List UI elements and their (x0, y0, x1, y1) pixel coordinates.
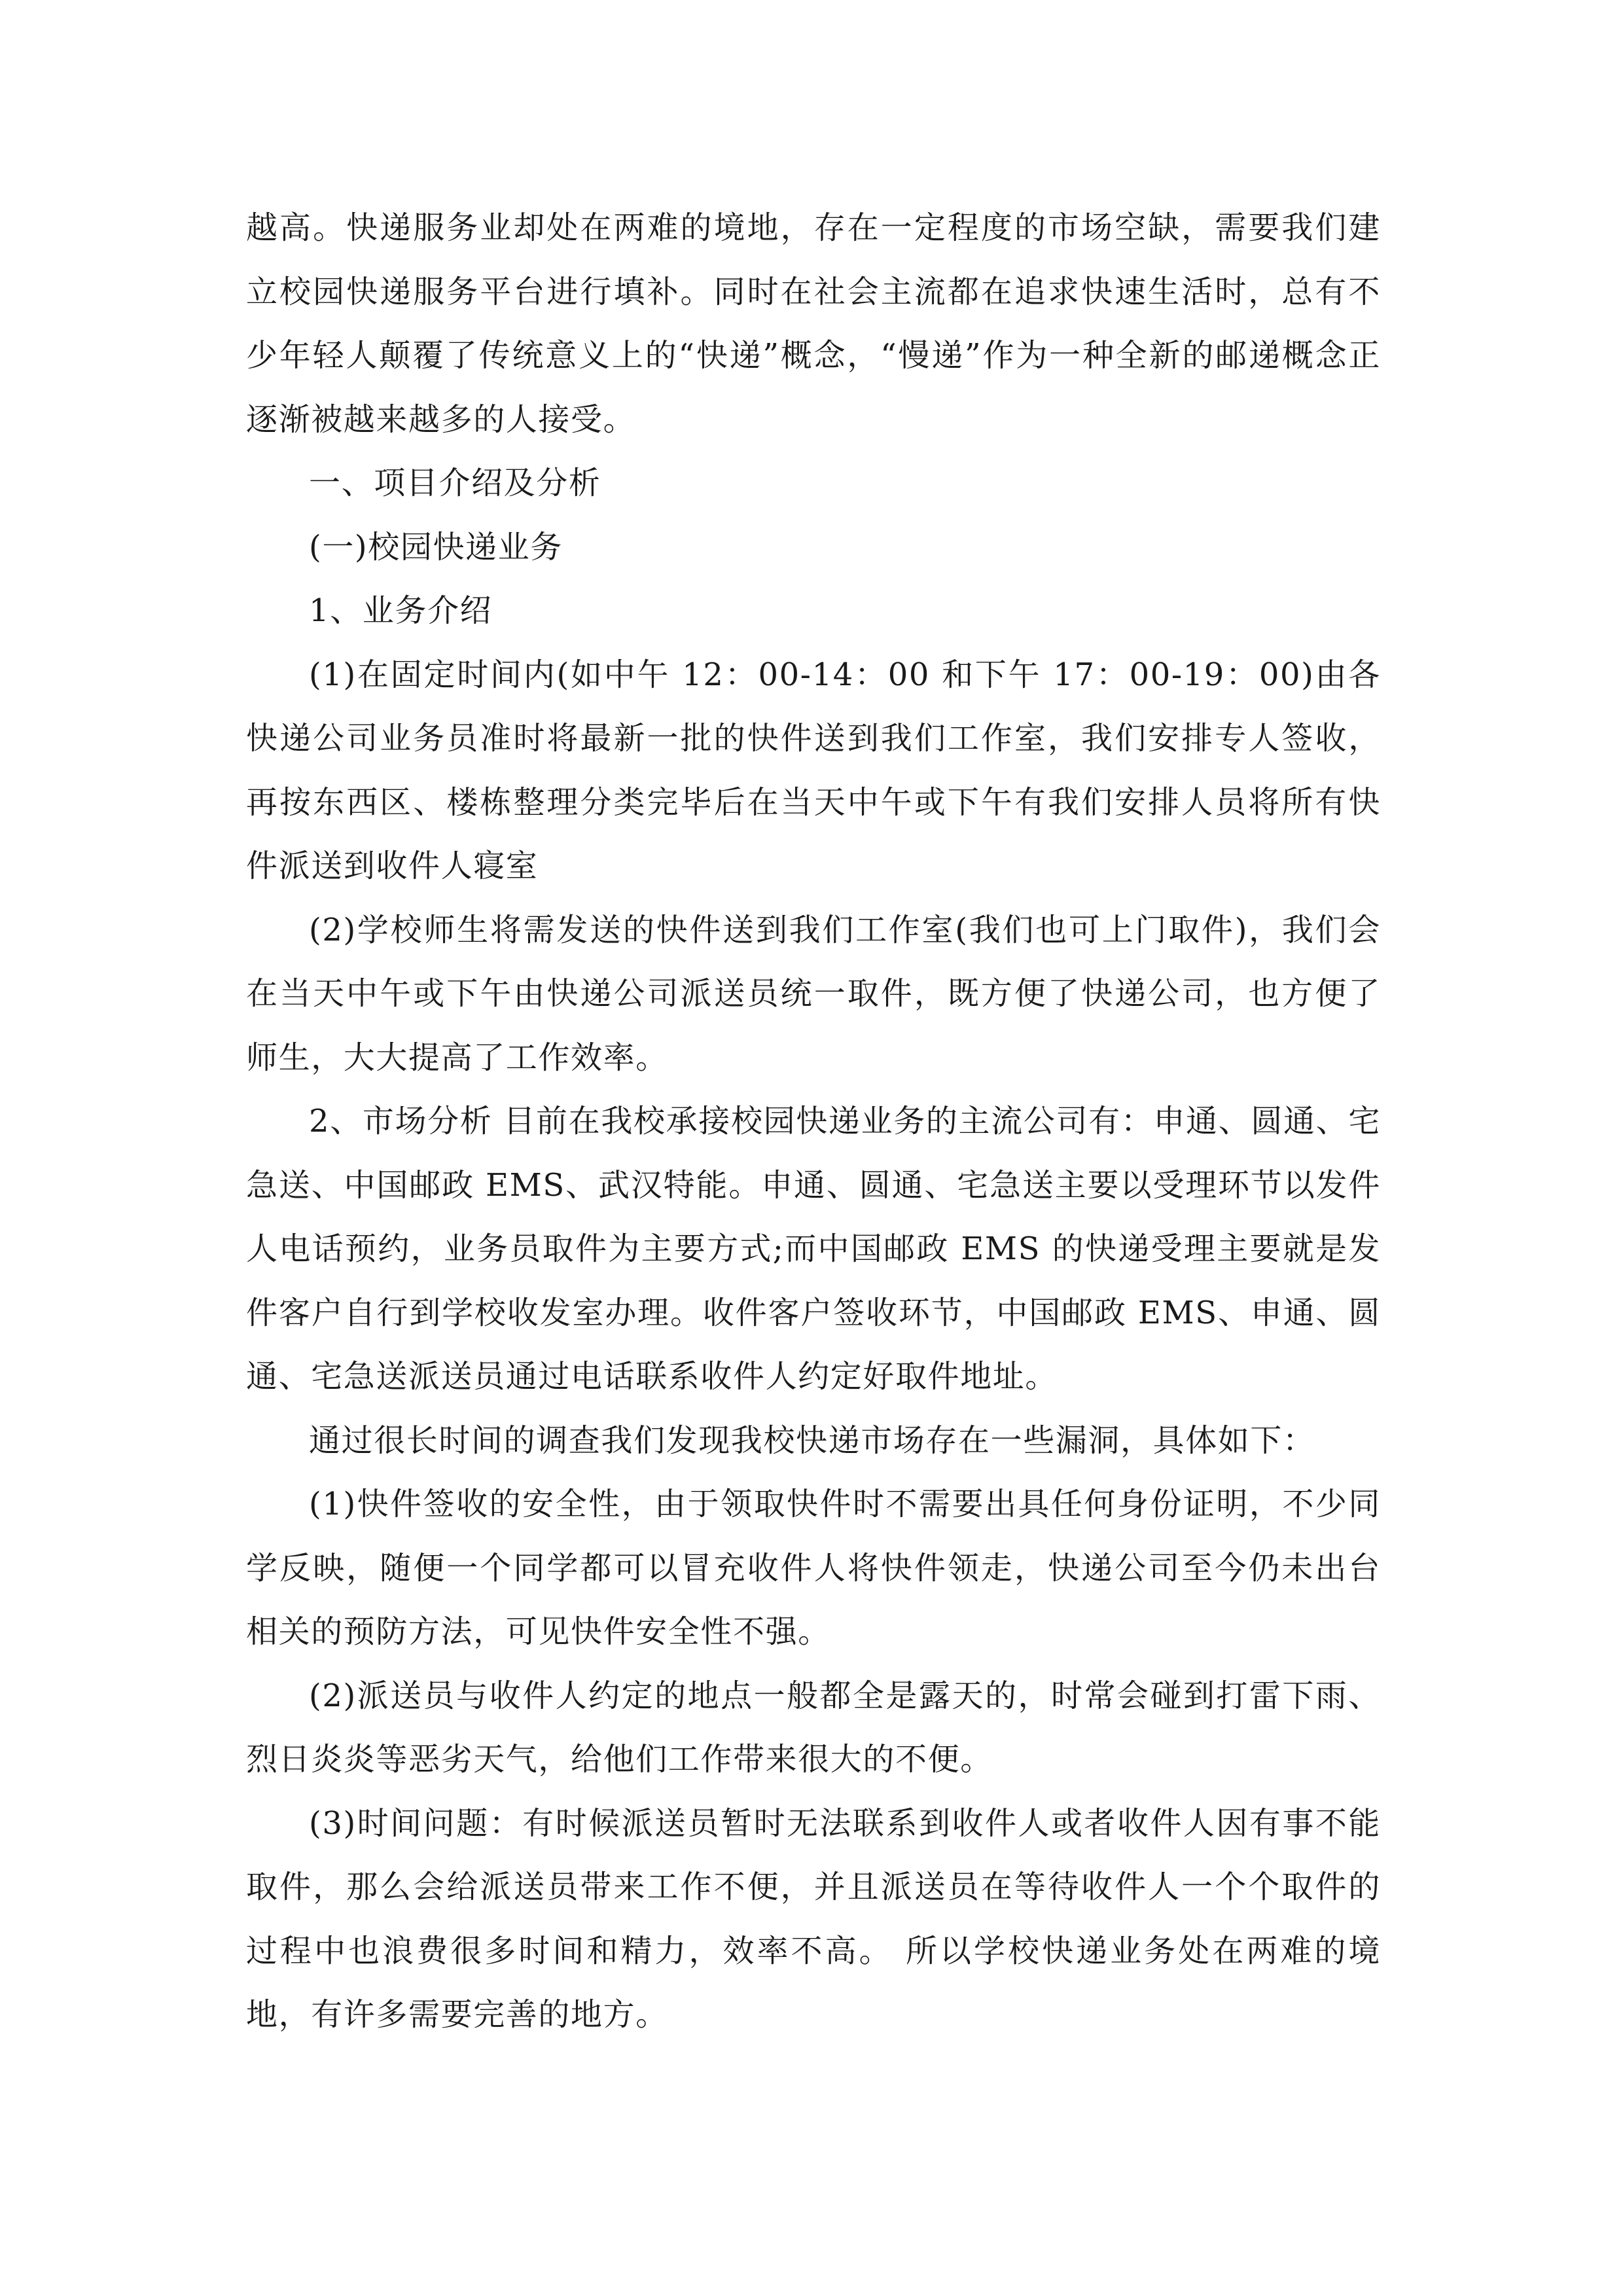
paragraph-business-2: (2)学校师生将需发送的快件送到我们工作室(我们也可上门取件)，我们会在当天中午或下午由快递公司派送员统一取件，既方便了快递公司，也方便了师生，大大提高了工作效率。 (246, 911, 1381, 1076)
paragraph-issue-location: (2)派送员与收件人约定的地点一般都全是露天的，时常会碰到打雷下雨、烈日炎炎等恶劣天气，给他们工作带来很大的不便。 (246, 1677, 1381, 1778)
section-heading-project-intro: 一、项目介绍及分析 (309, 465, 601, 501)
document-body (246, 196, 1381, 2047)
paragraph-issue-security: (1)快件签收的安全性，由于领取快件时不需要出具任何身份证明，不少同学反映，随便一个同学都可以冒充收件人将快件领走，快递公司至今仍未出台相关的预防方法，可见快件安全性不强。 (246, 1486, 1381, 1650)
paragraph-business-1: (1)在固定时间内(如中午 12：00-14：00 和下午 17：00-19：00)由各快递公司业务员准时将最新一批的快件送到我们工作室，我们安排专人签收，再按东西区、楼栋整理分类完毕后在当天中午或下午有我们安排人员将所有快件派送到收件人寝室 (246, 656, 1381, 884)
paragraph-survey-findings: 通过很长时间的调查我们发现我校快递市场存在一些漏洞，具体如下： (309, 1422, 1315, 1459)
paragraph-intro: 越高。快递服务业却处在两难的境地，存在一定程度的市场空缺，需要我们建立校园快递服务平台进行填补。同时在社会主流都在追求快速生活时，总有不少年轻人颠覆了传统意义上的“快递”概念，“慢递”作为一种全新的邮递概念正逐渐被越来越多的人接受。 (246, 209, 1381, 438)
subsection-heading-campus-express: (一)校园快递业务 (309, 528, 563, 565)
item-heading-business-intro: 1、业务介绍 (309, 592, 493, 629)
paragraph-market-analysis: 2、市场分析 目前在我校承接校园快递业务的主流公司有：申通、圆通、宅急送、中国邮政 EMS、武汉特能。申通、圆通、宅急送主要以受理环节以发件人电话预约，业务员取件为主要方式;而中国邮政 EMS 的快递受理主要就是发件客户自行到学校收发室办理。收件客户签收环节，中国邮政 EMS、申通、圆通、宅急送派送员通过电话联系收件人约定好取件地址。 (246, 1103, 1381, 1395)
paragraph-issue-time: (3)时间问题：有时候派送员暂时无法联系到收件人或者收件人因有事不能取件，那么会给派送员带来工作不便，并且派送员在等待收件人一个个取件的过程中也浪费很多时间和精力，效率不高。 所以学校快递业务处在两难的境地，有许多需要完善的地方。 (246, 1804, 1381, 2033)
